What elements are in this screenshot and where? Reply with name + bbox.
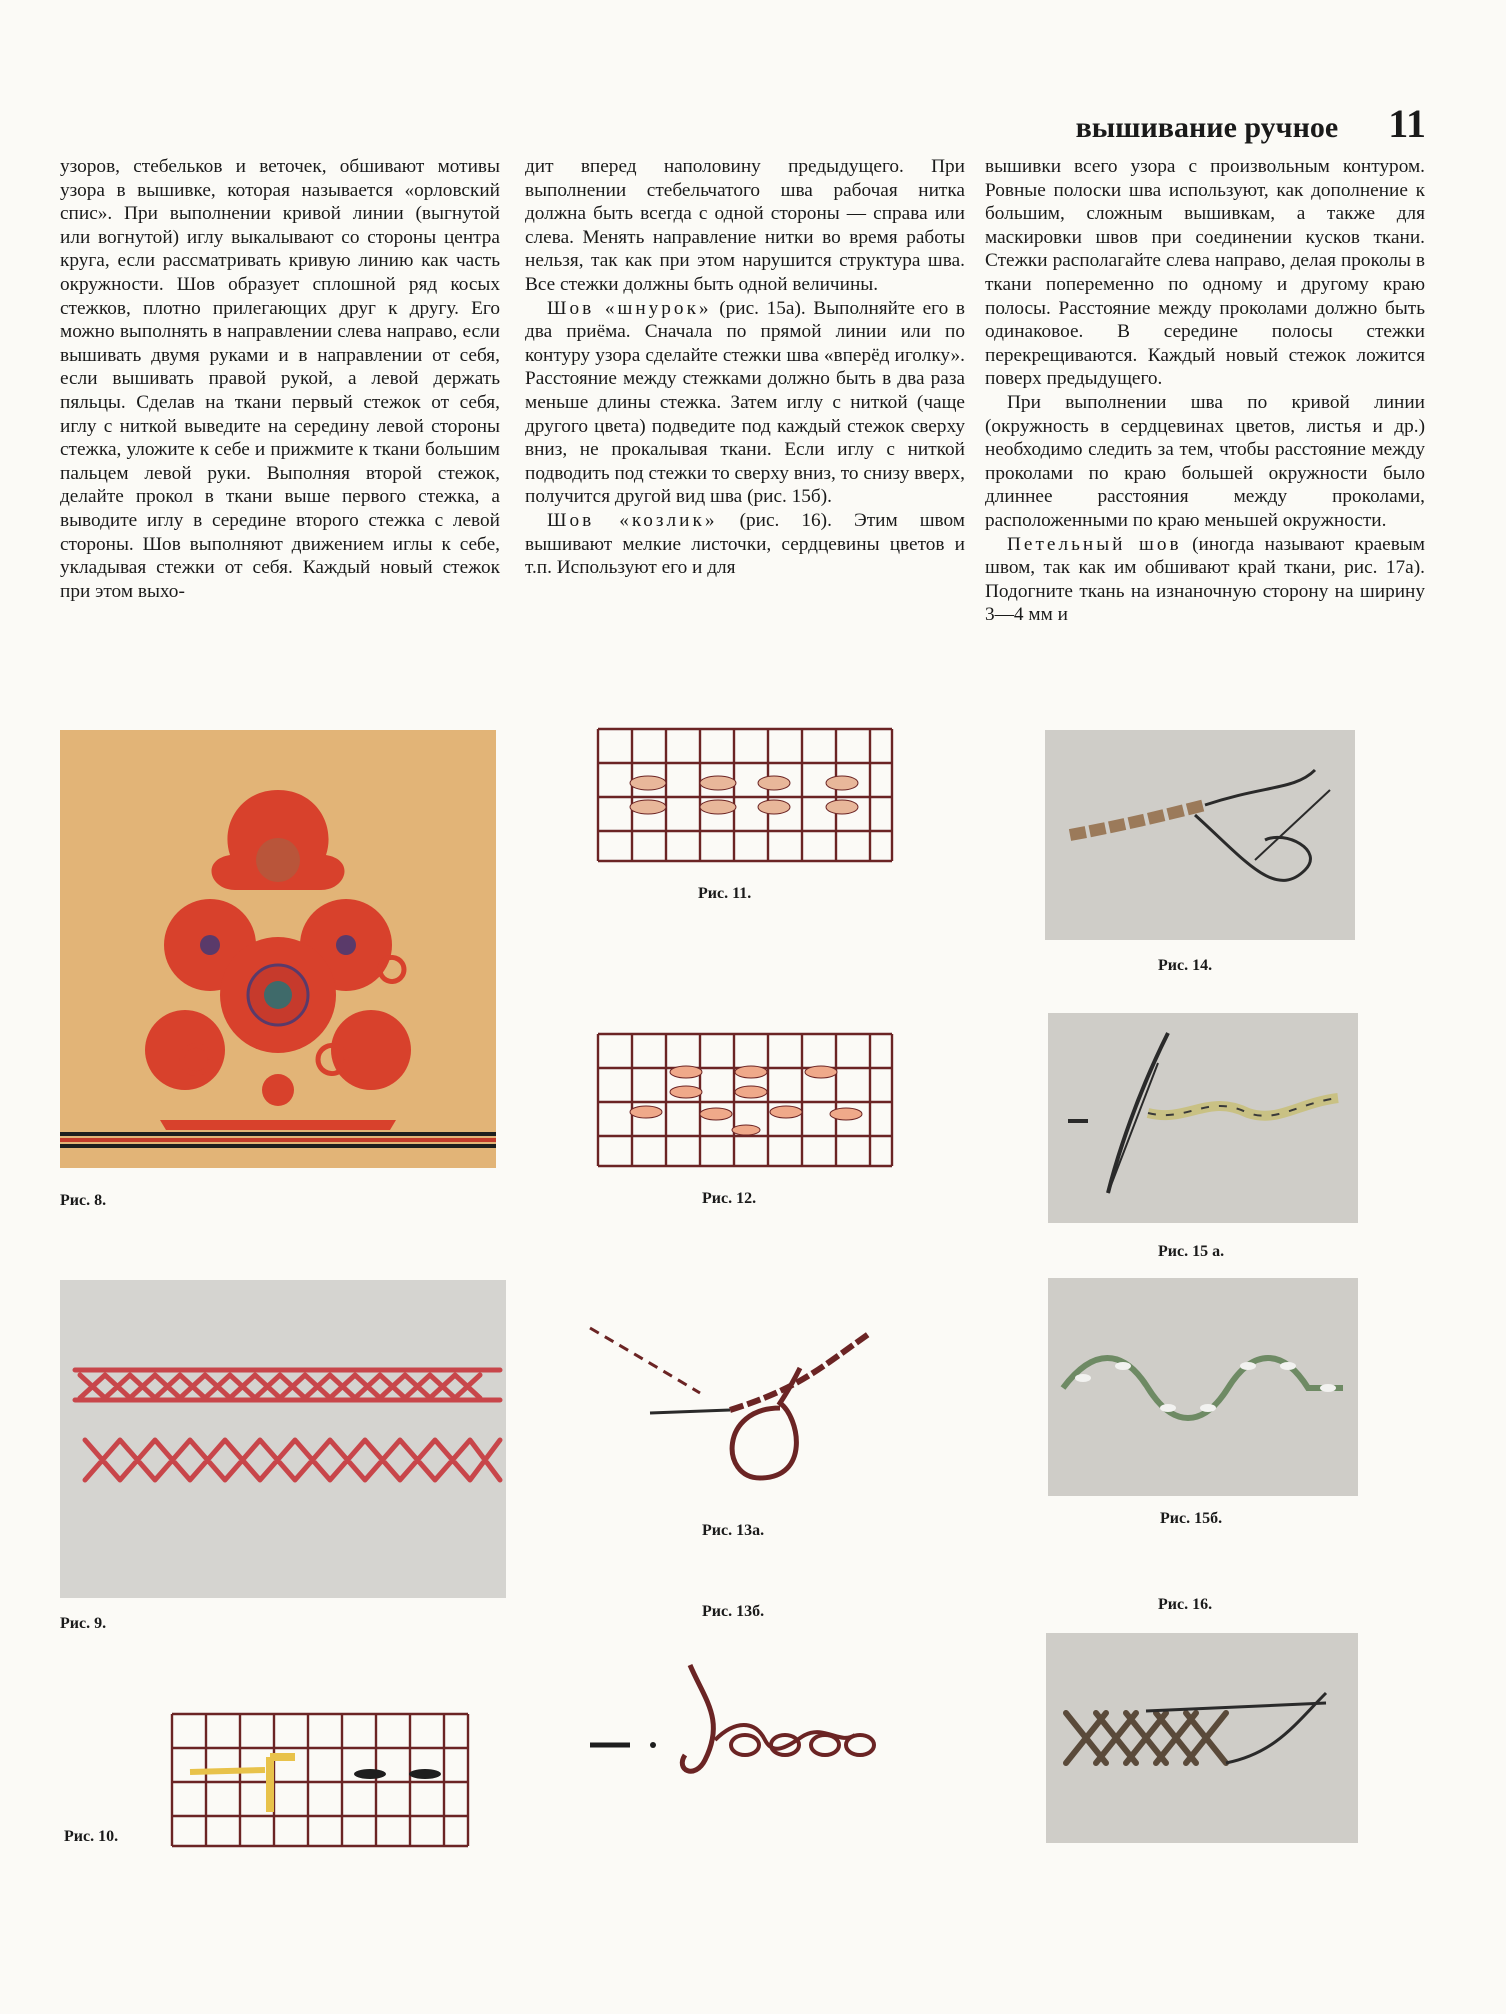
text-column-1	[60, 155, 500, 603]
paragraph: узоров, стебельков и веточек, обшивают мотивы узора в вышивке, которая называется «орловский спис». При выполнении кривой линии (выгнутой или вогнутой) иглу выкалывают со стороны центра круга, если рассматривать кривую линию как часть окружности. Шов образует сплошной ряд косых стежков, плотно прилегающих друг к другу. Его можно выполнять в направлении слева направо, если вышивать двумя руками и в направлении от себя, если вышивать правой рукой, а левой держать пяльцы. Сделав на ткани первый стежок от себя, иглу с ниткой выведите на середину левой стороны стежка, уложите к себе и прижмите к ткани большим пальцем левой руки. Выполняя второй стежок, делайте прокол в ткани выше первого стежка, а выводите иглу в середине второго стежка с левой стороны. Шов выполняют движением иглы к себе, укладывая стежки от себя. Каждый новый стежок при этом выхо-	[60, 156, 500, 602]
caption-fig12: Рис. 12.	[702, 1190, 757, 1207]
caption-fig8: Рис. 8.	[60, 1192, 107, 1209]
figure-13b-stitch-drawing	[585, 1640, 905, 1800]
text-column-3	[985, 155, 1425, 627]
caption-fig13b: Рис. 13б.	[702, 1603, 765, 1620]
caption-fig10: Рис. 10.	[64, 1828, 119, 1845]
paragraph: Шов «шнурок» (рис. 15а). Выполняйте его в два приёма. Сначала по прямой линии или по контуру узора сделайте стежки шва «вперёд иголку». Расстояние между стежками должно быть в два раза меньше длины стежка. Затем иглу с ниткой (чаще другого цвета) подведите под каждый стежок сверху вниз, не прокалывая ткани. Если иглу с ниткой подводить под стежки то сверху вниз, то снизу вверх, получится другой вид шва (рис. 15б).	[525, 297, 965, 508]
paragraph: вышивки всего узора с произвольным контуром. Ровные полоски шва используют, как дополнение к большим, сложным вышивкам, а также для маскировки швов при соединении кусков ткани. Стежки располагайте слева направо, делая проколы в ткани попеременно по одному и другому краю полосы. Расстояние между проколами должно быть одинаковое. В середине полосы стежки перекрещиваются. Каждый новый стежок ложится поверх предыдущего.	[985, 156, 1425, 390]
term-kozlik: Шов «козлик»	[547, 509, 718, 531]
paragraph: Петельный шов (иногда называют краевым швом, так как им обшивают край ткани, рис. 17а). Подогните ткань на изнаночную сторону на ширину 3—4 мм и	[985, 533, 1425, 626]
paragraph: Шов «козлик» (рис. 16). Этим швом вышивают мелкие листочки, сердцевины цветов и т.п. Используют его и для	[525, 509, 966, 579]
caption-fig11: Рис. 11.	[698, 885, 752, 902]
figure-13a-stitch-drawing	[580, 1308, 910, 1508]
page-number: 11	[1388, 101, 1426, 146]
page-header	[1076, 100, 1426, 147]
figure-15b-stitch-photo	[1048, 1278, 1358, 1496]
term-shnurok: Шов «шнурок»	[547, 297, 712, 319]
caption-fig15a: Рис. 15 а.	[1158, 1243, 1225, 1260]
figure-10-grid-diagram	[170, 1712, 470, 1848]
caption-fig14: Рис. 14.	[1158, 957, 1213, 974]
text-column-2	[525, 155, 965, 580]
figure-14-stitch-photo	[1045, 730, 1355, 940]
figure-8-embroidery-photo	[60, 730, 496, 1168]
paragraph: При выполнении шва по кривой линии (окружность в сердцевинах цветов, листья и др.) необходимо следить за тем, чтобы расстояние между проколами по краю большей окружности было длиннее расстояния между проколами, расположенными по краю меньшей окружности.	[985, 391, 1425, 531]
caption-fig15b: Рис. 15б.	[1160, 1510, 1223, 1527]
paragraph: дит вперед наполовину предыдущего. При выполнении стебельчатого шва рабочая нитка должна быть всегда с одной стороны — справа или слева. Менять направление нитки во время работы нельзя, так как при этом нарушится структура шва. Все стежки должны быть одной величины.	[525, 156, 965, 295]
caption-fig13a: Рис. 13а.	[702, 1522, 765, 1539]
figure-11-grid-diagram	[596, 727, 894, 863]
figure-9-cross-stitch-photo	[60, 1280, 506, 1598]
caption-fig9: Рис. 9.	[60, 1615, 107, 1632]
caption-fig16: Рис. 16.	[1158, 1596, 1213, 1613]
term-petelny: Петельный шов	[1007, 533, 1182, 555]
section-title: вышивание ручное	[1075, 111, 1339, 144]
figure-15a-stitch-photo	[1048, 1013, 1358, 1223]
figure-12-grid-diagram	[596, 1032, 894, 1168]
figure-16-stitch-photo	[1046, 1633, 1358, 1843]
